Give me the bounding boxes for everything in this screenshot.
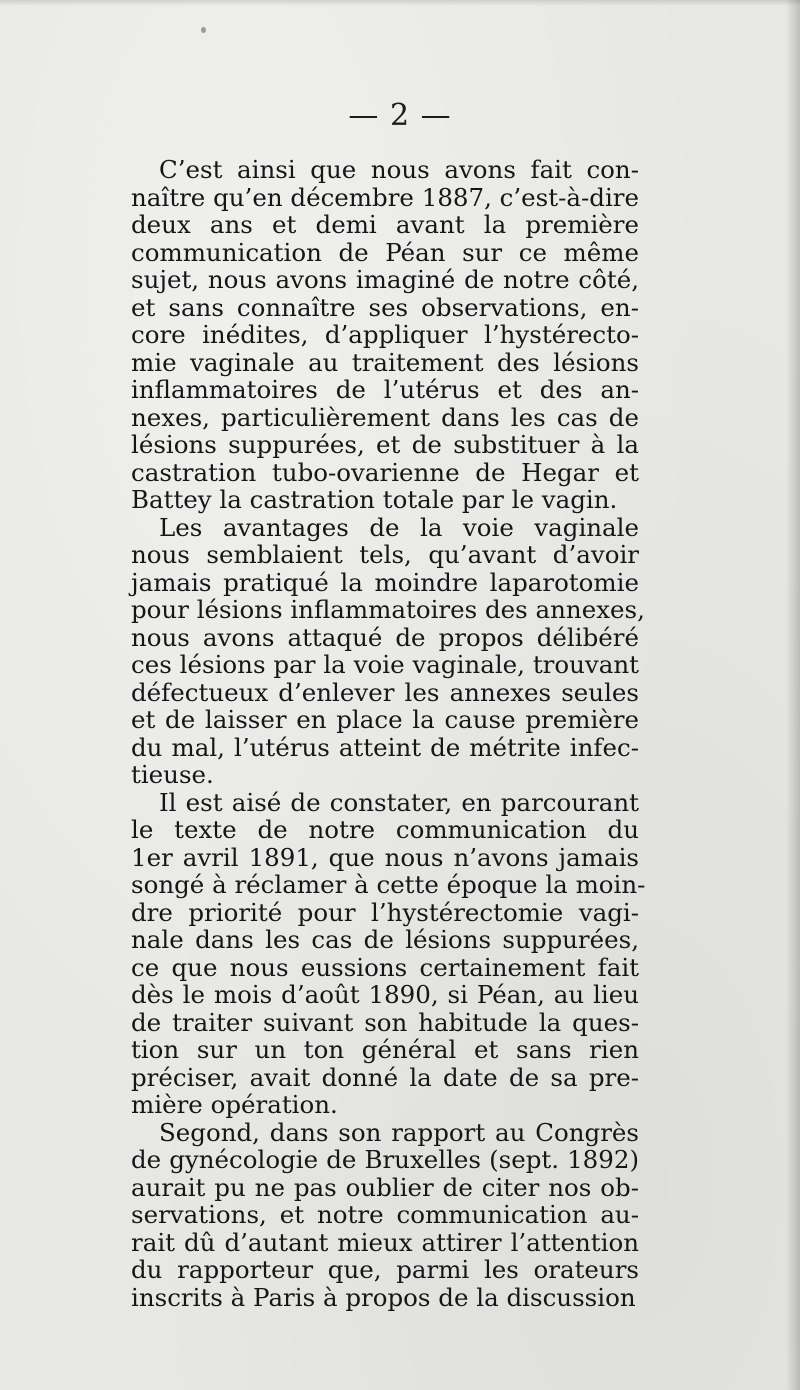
page-top-shadow: [0, 0, 800, 6]
text-line: Battey la castration totale par le vagin.: [131, 485, 618, 514]
text-line: et de laisser en place la cause première: [131, 705, 639, 734]
text-line: pour lésions inflammatoires des annexes,: [131, 595, 645, 624]
text-line: dès le mois d’août 1890, si Péan, au lieu: [131, 980, 639, 1009]
text-line: castration tubo-ovarienne de Hegar et: [131, 457, 639, 487]
text-line: de traiter suivant son habitude la ques-: [131, 1007, 639, 1037]
text-line: nous avons attaqué de propos délibéré: [131, 622, 639, 652]
text-line: et sans connaître ses observations, en-: [131, 292, 639, 322]
text-line: Les avantages de la voie vaginale: [159, 512, 639, 542]
text-line: mie vaginale au traitement des lésions: [131, 347, 639, 377]
text-line: du rapporteur que, parmi les orateurs: [131, 1255, 639, 1284]
text-line: lésions suppurées, et de substituer à la: [131, 430, 639, 459]
text-line: ces lésions par la voie vaginale, trouvant: [131, 650, 639, 679]
text-line: le texte de notre communication du: [131, 815, 639, 844]
paragraph: [131, 156, 639, 514]
text-line: deux ans et demi avant la première: [131, 210, 639, 239]
text-line: songé à réclamer à cette époque la moin-: [131, 870, 646, 899]
text-line: Il est aisé de constater, en parcourant: [159, 787, 639, 817]
text-line: dre priorité pour l’hystérectomie vagi-: [131, 897, 639, 927]
text-line: core inédites, d’appliquer l’hystérecto-: [131, 320, 639, 349]
text-line: Segond, dans son rapport au Congrès: [159, 1117, 639, 1147]
paragraph: [131, 1119, 639, 1312]
text-line: inflammatoires de l’utérus et des an-: [131, 375, 639, 404]
text-line: mière opération.: [131, 1090, 338, 1119]
text-line: préciser, avait donné la date de sa pre-: [131, 1062, 639, 1092]
text-line: nexes, particulièrement dans les cas de: [131, 402, 639, 432]
text-line: jamais pratiqué la moindre laparotomie: [131, 567, 639, 597]
body-text: [131, 155, 646, 1312]
text-line: rait dû d’autant mieux attirer l’attention: [131, 1227, 639, 1257]
text-line: C’est ainsi que nous avons fait con-: [159, 155, 639, 184]
text-line: communication de Péan sur ce même: [131, 237, 639, 267]
page-binding-shadow: [786, 0, 800, 1390]
paragraph: [131, 787, 646, 1119]
paper-speck: [201, 27, 206, 33]
text-line: nale dans les cas de lésions suppurées,: [131, 925, 639, 954]
text-line: du mal, l’utérus atteint de métrite infec-: [131, 732, 639, 762]
text-line: naître qu’en décembre 1887, c’est-à-dire: [131, 182, 639, 212]
text-line: défectueux d’enlever les annexes seules: [131, 677, 639, 707]
text-line: servations, et notre communication au-: [131, 1200, 639, 1229]
text-line: de gynécologie de Bruxelles (sept. 1892): [131, 1145, 639, 1174]
page-number: — 2 —: [348, 98, 452, 133]
paragraph: [131, 512, 645, 789]
text-line: ce que nous eussions certainement fait: [131, 952, 639, 982]
text-line: 1er avril 1891, que nous n’avons jamais: [131, 842, 639, 872]
text-line: tion sur un ton général et sans rien: [131, 1035, 639, 1064]
text-line: tieuse.: [131, 760, 214, 789]
text-line: inscrits à Paris à propos de la discussion: [131, 1282, 636, 1312]
text-line: sujet, nous avons imaginé de notre côté,: [131, 265, 639, 294]
text-line: aurait pu ne pas oublier de citer nos ob-: [131, 1172, 639, 1202]
text-line: nous semblaient tels, qu’avant d’avoir: [131, 540, 639, 569]
